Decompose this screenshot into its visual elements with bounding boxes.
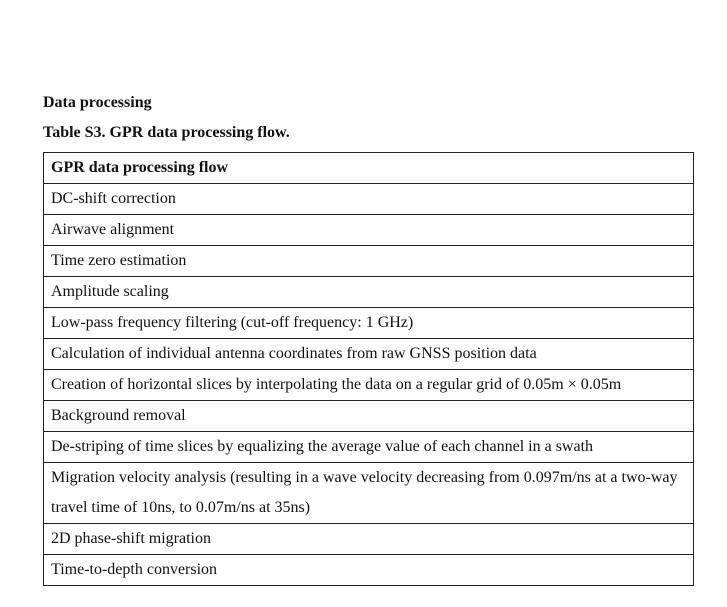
table-cell: Amplitude scaling bbox=[44, 277, 694, 308]
table-row bbox=[44, 246, 694, 277]
table-cell: DC-shift correction bbox=[44, 184, 694, 215]
table-cell: Time-to-depth conversion bbox=[44, 555, 694, 586]
table-cell: Airwave alignment bbox=[44, 215, 694, 246]
table-row bbox=[44, 555, 694, 586]
table-header-cell: GPR data processing flow bbox=[44, 153, 694, 184]
table-row bbox=[44, 184, 694, 215]
table-cell: De-striping of time slices by equalizing the average value of each channel in a swath bbox=[44, 432, 694, 463]
table-row bbox=[44, 401, 694, 432]
table-row bbox=[44, 370, 694, 401]
table-row bbox=[44, 277, 694, 308]
table-caption: Table S3. GPR data processing flow. bbox=[43, 124, 290, 141]
table-cell: 2D phase-shift migration bbox=[44, 524, 694, 555]
table-cell: Low-pass frequency filtering (cut-off frequency: 1 GHz) bbox=[44, 308, 694, 339]
table-cell: Time zero estimation bbox=[44, 246, 694, 277]
table-cell: Background removal bbox=[44, 401, 694, 432]
table-row bbox=[44, 308, 694, 339]
table-row bbox=[44, 339, 694, 370]
table-cell: Calculation of individual antenna coordinates from raw GNSS position data bbox=[44, 339, 694, 370]
table-cell: Migration velocity analysis (resulting in a wave velocity decreasing from 0.097m/ns at a two-way travel time of 10ns, to 0.07m/ns at 35ns) bbox=[44, 463, 694, 524]
table-cell: Creation of horizontal slices by interpolating the data on a regular grid of 0.05m × 0.05m bbox=[44, 370, 694, 401]
table-row bbox=[44, 432, 694, 463]
table-row bbox=[44, 524, 694, 555]
table-header-row bbox=[44, 153, 694, 184]
processing-flow-table bbox=[43, 152, 694, 586]
table-row bbox=[44, 463, 694, 524]
section-title: Data processing bbox=[43, 94, 152, 111]
table-row bbox=[44, 215, 694, 246]
